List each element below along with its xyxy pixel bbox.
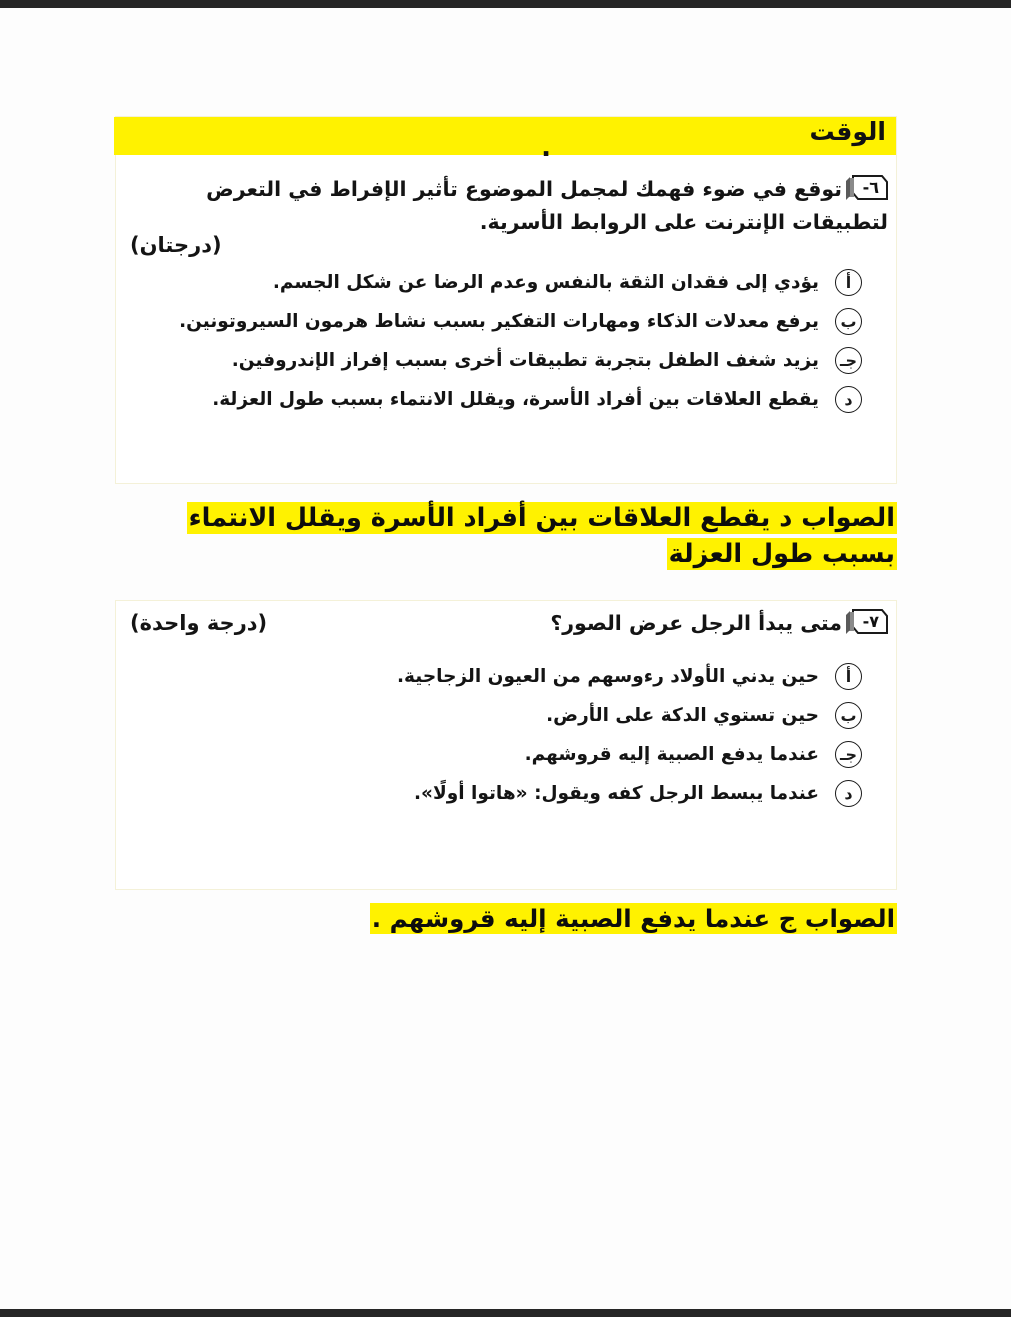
option-marker: د xyxy=(835,386,862,413)
top-edge-bar xyxy=(0,0,1011,8)
option-text: يقطع العلاقات بين أفراد الأسرة، ويقلل الانتماء بسبب طول العزلة. xyxy=(212,389,819,410)
question-number-text: ٦- xyxy=(862,178,879,197)
bottom-edge-bar xyxy=(0,1309,1011,1317)
option-marker: د xyxy=(835,780,862,807)
time-banner-dot: . xyxy=(541,133,551,163)
option-marker: أ xyxy=(835,663,862,690)
answer-6 xyxy=(115,500,897,572)
option-text: يؤدي إلى فقدان الثقة بالنفس وعدم الرضا عن شكل الجسم. xyxy=(272,272,819,293)
option-text: حين يدني الأولاد رءوسهم من العيون الزجاجية. xyxy=(397,666,819,687)
question-7-marks: (درجة واحدة) xyxy=(130,611,268,635)
time-banner xyxy=(114,117,896,163)
question-block-6 xyxy=(115,116,897,484)
option-row[interactable] xyxy=(124,386,888,413)
option-row[interactable] xyxy=(124,741,888,768)
question-block-7 xyxy=(115,600,897,890)
option-row[interactable] xyxy=(124,347,888,374)
option-text: يزيد شغف الطفل بتجربة تطبيقات أخرى بسبب إفراز الإندروفين. xyxy=(231,350,819,371)
option-marker: ب xyxy=(835,702,862,729)
question-number-badge-icon xyxy=(846,175,888,200)
question-number-badge-icon xyxy=(846,609,888,634)
option-row[interactable] xyxy=(124,308,888,335)
option-text: حين تستوي الدكة على الأرض. xyxy=(546,705,819,726)
question-7-stem-text: متى يبدأ الرجل عرض الصور؟ xyxy=(550,611,842,635)
answer-6-text: الصواب د يقطع العلاقات بين أفراد الأسرة ويقلل الانتماء بسبب طول العزلة xyxy=(188,503,895,570)
answer-7 xyxy=(115,902,897,937)
option-marker: أ xyxy=(835,269,862,296)
option-row[interactable] xyxy=(124,702,888,729)
paper-sheet xyxy=(0,8,1011,1309)
option-text: عندما يدفع الصبية إليه قروشهم. xyxy=(524,744,819,765)
option-marker: جـ xyxy=(835,347,862,374)
time-banner-label: الوقت xyxy=(809,117,886,146)
option-row[interactable] xyxy=(124,663,888,690)
option-text: عندما يبسط الرجل كفه ويقول: «هاتوا أولًا». xyxy=(413,783,819,804)
question-6-options xyxy=(124,269,888,425)
question-7-options xyxy=(124,663,888,819)
option-row[interactable] xyxy=(124,780,888,807)
option-row[interactable] xyxy=(124,269,888,296)
option-text: يرفع معدلات الذكاء ومهارات التفكير بسبب نشاط هرمون السيروتونين. xyxy=(179,311,819,332)
option-marker: جـ xyxy=(835,741,862,768)
question-number-text: ٧- xyxy=(862,612,879,631)
question-6-stem-text: توقع في ضوء فهمك لمجمل الموضوع تأثير الإفراط في التعرض لتطبيقات الإنترنت على الروابط الأسرية. xyxy=(206,177,888,235)
option-marker: ب xyxy=(835,308,862,335)
question-6-marks: (درجتان) xyxy=(130,233,222,257)
answer-7-text: الصواب ج عندما يدفع الصبية إليه قروشهم . xyxy=(371,904,895,933)
question-6-stem-line xyxy=(124,173,888,239)
